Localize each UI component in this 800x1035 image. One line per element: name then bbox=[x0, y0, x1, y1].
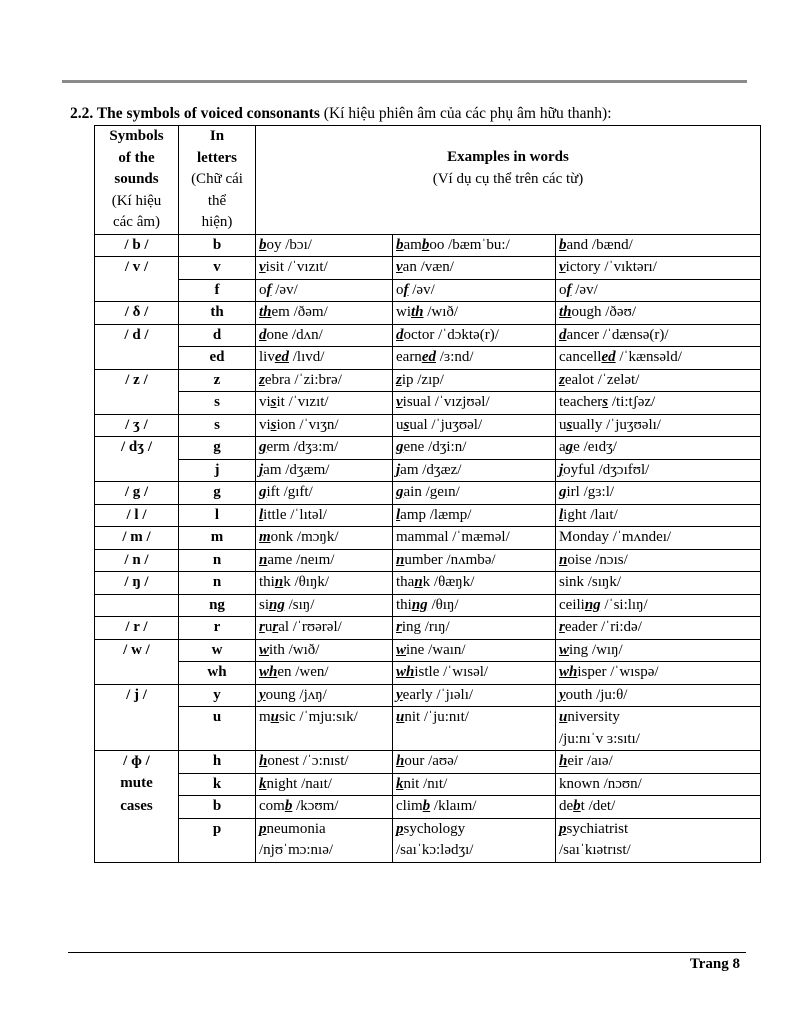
symbol-cell: / b / bbox=[95, 234, 179, 257]
example-cell: germ /dʒɜ:m/ bbox=[256, 437, 393, 460]
letter-cell: wh bbox=[179, 662, 256, 685]
heading-bold: 2.2. The symbols of voiced consonants bbox=[70, 105, 320, 122]
example-cell: light /laıt/ bbox=[556, 504, 761, 527]
symbol-cell: / g / bbox=[95, 482, 179, 505]
table-row bbox=[95, 662, 761, 685]
example-cell: usually /ˈjuʒʊəlı/ bbox=[556, 414, 761, 437]
example-cell: name /neım/ bbox=[256, 549, 393, 572]
example-cell: band /bænd/ bbox=[556, 234, 761, 257]
table-row bbox=[95, 639, 761, 662]
example-cell: lamp /læmp/ bbox=[393, 504, 556, 527]
example-cell: heir /aıə/ bbox=[556, 751, 761, 774]
letter-cell: b bbox=[179, 796, 256, 819]
example-cell: number /nʌmbə/ bbox=[393, 549, 556, 572]
top-rule bbox=[62, 80, 747, 83]
letter-cell: z bbox=[179, 369, 256, 392]
letter-cell: n bbox=[179, 572, 256, 595]
table-row bbox=[95, 773, 761, 796]
table-row bbox=[95, 347, 761, 370]
example-cell: of /əv/ bbox=[256, 279, 393, 302]
example-cell: honest /ˈɔ:nıst/ bbox=[256, 751, 393, 774]
symbol-cell bbox=[95, 594, 179, 617]
letter-cell: ed bbox=[179, 347, 256, 370]
example-cell: noise /nɔıs/ bbox=[556, 549, 761, 572]
table-row bbox=[95, 594, 761, 617]
example-cell: lived /lıvd/ bbox=[256, 347, 393, 370]
example-cell: ceiling /ˈsi:lıŋ/ bbox=[556, 594, 761, 617]
symbol-cell: / z / bbox=[95, 369, 179, 392]
example-cell: zebra /ˈzi:brə/ bbox=[256, 369, 393, 392]
symbol-cell bbox=[95, 707, 179, 751]
section-heading bbox=[70, 105, 770, 123]
symbol-cell bbox=[95, 347, 179, 370]
example-cell: girl /gɜ:l/ bbox=[556, 482, 761, 505]
symbol-cell bbox=[95, 392, 179, 415]
table-row bbox=[95, 437, 761, 460]
letter-cell: m bbox=[179, 527, 256, 550]
letter-cell: r bbox=[179, 617, 256, 640]
letter-cell: g bbox=[179, 482, 256, 505]
symbol-cell: / ɸ / bbox=[95, 751, 179, 774]
example-cell: rural /ˈrʊərəl/ bbox=[256, 617, 393, 640]
table-row bbox=[95, 302, 761, 325]
table-row bbox=[95, 482, 761, 505]
symbol-cell: / j / bbox=[95, 684, 179, 707]
symbol-cell: / r / bbox=[95, 617, 179, 640]
example-cell: wine /waın/ bbox=[393, 639, 556, 662]
example-cell: teachers /ti:tʃəz/ bbox=[556, 392, 761, 415]
example-cell: joyful /dʒɔıfʊl/ bbox=[556, 459, 761, 482]
header-symbols: Symbols of the sounds (Kí hiệu các âm) bbox=[95, 126, 179, 235]
example-cell: yearly /ˈjıəlı/ bbox=[393, 684, 556, 707]
page-number: Trang 8 bbox=[689, 956, 740, 972]
example-cell: little /ˈlıtəl/ bbox=[256, 504, 393, 527]
table-row bbox=[95, 549, 761, 572]
symbol-cell: cases bbox=[95, 796, 179, 819]
example-cell: visual /ˈvızjʊəl/ bbox=[393, 392, 556, 415]
voiced-consonants-table bbox=[94, 125, 761, 863]
example-cell: with /wıð/ bbox=[393, 302, 556, 325]
example-cell: university /ju:nıˈv ɜ:sıtı/ bbox=[556, 707, 761, 751]
letter-cell: s bbox=[179, 414, 256, 437]
symbol-cell: / d / bbox=[95, 324, 179, 347]
example-cell: usual /ˈjuʒʊəl/ bbox=[393, 414, 556, 437]
header-examples: Examples in words (Ví dụ cụ thể trên các từ) bbox=[256, 126, 761, 235]
example-cell: earned /ɜ:nd/ bbox=[393, 347, 556, 370]
letter-cell: h bbox=[179, 751, 256, 774]
symbol-cell: / dʒ / bbox=[95, 437, 179, 460]
table-row bbox=[95, 684, 761, 707]
letter-cell: y bbox=[179, 684, 256, 707]
example-cell: music /ˈmju:sık/ bbox=[256, 707, 393, 751]
footer-rule bbox=[68, 952, 746, 953]
letter-cell: f bbox=[179, 279, 256, 302]
table-row bbox=[95, 504, 761, 527]
symbol-cell: / v / bbox=[95, 257, 179, 280]
table-row bbox=[95, 707, 761, 751]
example-cell: bamboo /bæmˈbu:/ bbox=[393, 234, 556, 257]
symbol-cell bbox=[95, 459, 179, 482]
example-cell: debt /det/ bbox=[556, 796, 761, 819]
symbol-cell: / m / bbox=[95, 527, 179, 550]
example-cell: them /ðəm/ bbox=[256, 302, 393, 325]
example-cell: of /əv/ bbox=[556, 279, 761, 302]
example-cell: think /θıŋk/ bbox=[256, 572, 393, 595]
table-row bbox=[95, 751, 761, 774]
table-row bbox=[95, 324, 761, 347]
example-cell: done /dʌn/ bbox=[256, 324, 393, 347]
symbol-cell: / δ / bbox=[95, 302, 179, 325]
example-cell: thank /θæŋk/ bbox=[393, 572, 556, 595]
symbol-cell: / w / bbox=[95, 639, 179, 662]
header-letters: In letters (Chữ cái thể hiện) bbox=[179, 126, 256, 235]
example-cell: thing /θıŋ/ bbox=[393, 594, 556, 617]
table-row bbox=[95, 392, 761, 415]
table-row bbox=[95, 572, 761, 595]
symbol-cell bbox=[95, 662, 179, 685]
example-cell: hour /aʊə/ bbox=[393, 751, 556, 774]
example-cell: known /nɔʊn/ bbox=[556, 773, 761, 796]
example-cell: youth /ju:θ/ bbox=[556, 684, 761, 707]
example-cell: gene /dʒi:n/ bbox=[393, 437, 556, 460]
example-cell: when /wen/ bbox=[256, 662, 393, 685]
example-cell: sing /sıŋ/ bbox=[256, 594, 393, 617]
example-cell: zip /zıp/ bbox=[393, 369, 556, 392]
example-cell: psychiatrist /saıˈkıətrıst/ bbox=[556, 818, 761, 862]
example-cell: cancelled /ˈkænsəld/ bbox=[556, 347, 761, 370]
example-cell: victory /ˈvıktərı/ bbox=[556, 257, 761, 280]
symbol-cell: mute bbox=[95, 773, 179, 796]
header-row bbox=[95, 126, 761, 235]
example-cell: pneumonia /njʊˈmɔ:nıə/ bbox=[256, 818, 393, 862]
table-row bbox=[95, 617, 761, 640]
table-row bbox=[95, 796, 761, 819]
letter-cell: p bbox=[179, 818, 256, 862]
symbol-cell: / l / bbox=[95, 504, 179, 527]
example-cell: of /əv/ bbox=[393, 279, 556, 302]
example-cell: boy /bɔı/ bbox=[256, 234, 393, 257]
example-cell: van /væn/ bbox=[393, 257, 556, 280]
letter-cell: n bbox=[179, 549, 256, 572]
symbol-cell: / ŋ / bbox=[95, 572, 179, 595]
example-cell: gift /gıft/ bbox=[256, 482, 393, 505]
letter-cell: v bbox=[179, 257, 256, 280]
table-row bbox=[95, 369, 761, 392]
example-cell: jam /dʒæz/ bbox=[393, 459, 556, 482]
example-cell: gain /geın/ bbox=[393, 482, 556, 505]
letter-cell: j bbox=[179, 459, 256, 482]
example-cell: knight /naıt/ bbox=[256, 773, 393, 796]
table-row bbox=[95, 257, 761, 280]
table-row bbox=[95, 414, 761, 437]
letter-cell: ng bbox=[179, 594, 256, 617]
example-cell: wing /wıŋ/ bbox=[556, 639, 761, 662]
example-cell: ring /rıŋ/ bbox=[393, 617, 556, 640]
example-cell: visit /ˈvızıt/ bbox=[256, 392, 393, 415]
example-cell: zealot /ˈzelət/ bbox=[556, 369, 761, 392]
letter-cell: w bbox=[179, 639, 256, 662]
table-row bbox=[95, 459, 761, 482]
example-cell: sink /sıŋk/ bbox=[556, 572, 761, 595]
symbol-cell bbox=[95, 279, 179, 302]
example-cell: whistle /ˈwısəl/ bbox=[393, 662, 556, 685]
example-cell: young /jʌŋ/ bbox=[256, 684, 393, 707]
table-row bbox=[95, 527, 761, 550]
letter-cell: d bbox=[179, 324, 256, 347]
example-cell: comb /kɔʊm/ bbox=[256, 796, 393, 819]
example-cell: mammal /ˈmæməl/ bbox=[393, 527, 556, 550]
letter-cell: s bbox=[179, 392, 256, 415]
example-cell: psychology /saıˈkɔ:lədʒı/ bbox=[393, 818, 556, 862]
letter-cell: b bbox=[179, 234, 256, 257]
example-cell: climb /klaım/ bbox=[393, 796, 556, 819]
example-cell: vision /ˈvıʒn/ bbox=[256, 414, 393, 437]
example-cell: dancer /ˈdænsə(r)/ bbox=[556, 324, 761, 347]
letter-cell: l bbox=[179, 504, 256, 527]
letter-cell: k bbox=[179, 773, 256, 796]
table-row bbox=[95, 234, 761, 257]
example-cell: Monday /ˈmʌndeı/ bbox=[556, 527, 761, 550]
example-cell: reader /ˈri:də/ bbox=[556, 617, 761, 640]
symbol-cell bbox=[95, 818, 179, 862]
symbol-cell: / ʒ / bbox=[95, 414, 179, 437]
letter-cell: u bbox=[179, 707, 256, 751]
table-row bbox=[95, 818, 761, 862]
symbol-cell: / n / bbox=[95, 549, 179, 572]
example-cell: visit /ˈvızıt/ bbox=[256, 257, 393, 280]
example-cell: doctor /ˈdɔktə(r)/ bbox=[393, 324, 556, 347]
example-cell: unit /ˈju:nıt/ bbox=[393, 707, 556, 751]
example-cell: with /wıð/ bbox=[256, 639, 393, 662]
table-row bbox=[95, 279, 761, 302]
letter-cell: th bbox=[179, 302, 256, 325]
example-cell: jam /dʒæm/ bbox=[256, 459, 393, 482]
letter-cell: g bbox=[179, 437, 256, 460]
example-cell: age /eıdʒ/ bbox=[556, 437, 761, 460]
example-cell: knit /nıt/ bbox=[393, 773, 556, 796]
example-cell: though /ðəʊ/ bbox=[556, 302, 761, 325]
example-cell: monk /mɔŋk/ bbox=[256, 527, 393, 550]
example-cell: whisper /ˈwıspə/ bbox=[556, 662, 761, 685]
heading-vi: (Kí hiệu phiên âm của các phụ âm hữu thanh): bbox=[319, 105, 612, 122]
